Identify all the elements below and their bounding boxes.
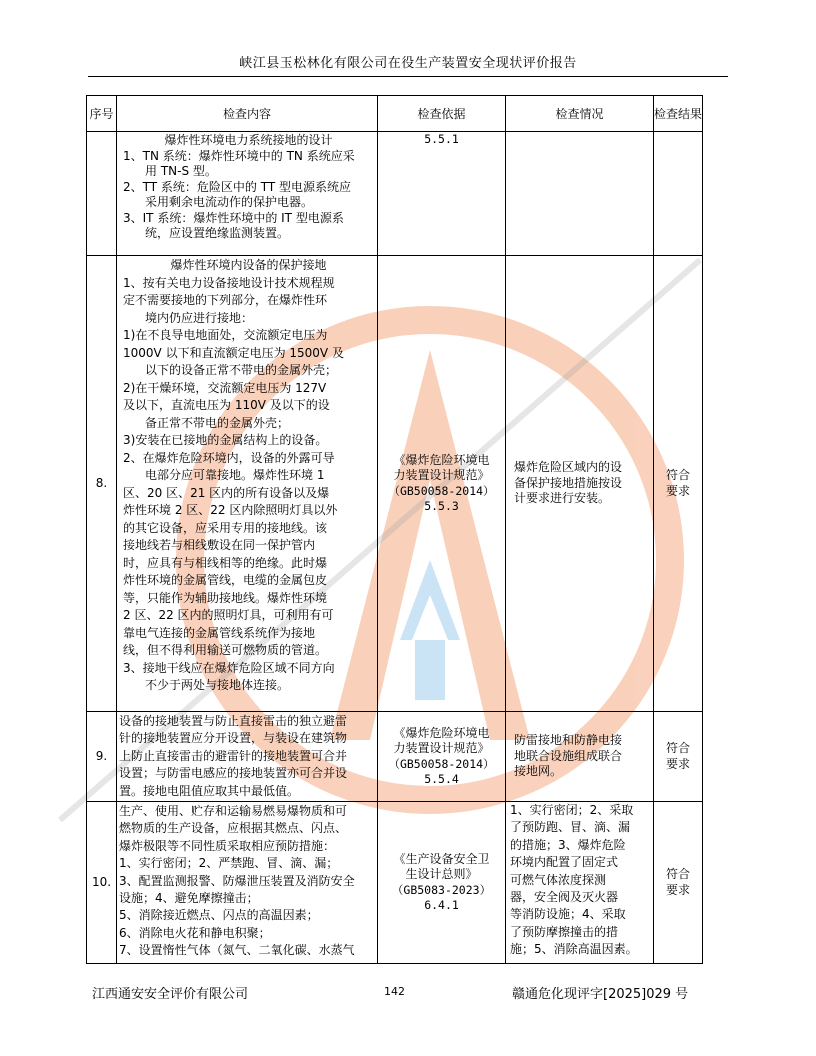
situation-line: 了预防摩擦撞击的措: [510, 924, 619, 939]
table-row: [87, 132, 703, 256]
content-line: 炸性环境的金属管线，电缆的金属包皮: [123, 573, 328, 587]
result-line: 符合: [665, 867, 690, 882]
content-line: 电部分应可靠接地。爆炸性环境 1: [145, 468, 325, 482]
situation-line: 防雷接地和防静电接: [514, 733, 623, 748]
content-line: 生产、使用、贮存和运输易燃易爆物质和可: [119, 804, 348, 819]
header-cell-number: 序号: [87, 96, 117, 132]
content-line: 1、按有关电力设备接地设计技术规程规: [123, 275, 335, 290]
situation-line: 的措施；3、爆炸危险: [510, 837, 626, 852]
result-line: 符合: [665, 741, 690, 756]
header-rule: [88, 76, 728, 77]
inspection-table: [86, 95, 703, 964]
content-line: 备正常不带电的金属外壳；: [145, 415, 290, 430]
content-line: 针的接地装置应分开设置，与装设在建筑物: [119, 731, 348, 746]
row-basis: [378, 712, 506, 802]
basis-line: （GB50058-2014）: [388, 756, 495, 771]
basis-line: 6.4.1: [424, 898, 459, 913]
content-line: 统，应设置绝缘监测装置。: [145, 226, 290, 240]
content-line: 时，应具有与相线相等的绝缘。此时爆: [123, 555, 328, 570]
content-line: 以下的设备正常不带电的金属外壳；: [145, 363, 338, 377]
table-row: [87, 256, 703, 712]
content-line: 3)安装在已接地的金属结构上的设备。: [123, 433, 328, 447]
content-line: 1、实行密闭；2、严禁跑、冒、滴、漏；: [119, 856, 339, 871]
content-line: 接地线若与相线敷设在同一保护管内: [123, 538, 316, 552]
basis-line: （GB5083-2023）: [391, 882, 492, 897]
row-content: [117, 256, 378, 712]
content-line: 1000V 以下和直流额定电压为 1500V 及: [123, 345, 344, 360]
content-line: 5、消除接近燃点、闪点的高温因素；: [119, 908, 319, 923]
header-cell-situation: 检查情况: [506, 96, 654, 132]
result-line: 符合: [665, 468, 690, 482]
content-line: 区、20 区、21 区内的所有设备以及爆: [123, 485, 330, 500]
row-situation: [506, 132, 654, 256]
row-result: [654, 132, 703, 256]
basis-line: 《爆炸危险环境电: [393, 452, 490, 467]
content-line: 线，但不得利用输送可燃物质的管道。: [123, 643, 328, 657]
row-result: [654, 256, 703, 712]
situation-line: 可燃气体浓度探测: [510, 872, 607, 887]
header-cell-content: 检查内容: [117, 96, 378, 132]
situation-line: 接地网。: [514, 764, 563, 779]
row-number: 9.: [87, 712, 117, 802]
footer-page-number: 142: [384, 985, 405, 998]
content-line: 1)在不良导电地面处，交流额定电压为: [123, 328, 328, 342]
content-line: 爆炸极限等不同性质采取相应预防措施：: [119, 838, 336, 853]
basis-line: 5.5.4: [424, 772, 459, 787]
content-line: 境内仍应进行接地：: [145, 310, 254, 325]
content-line: 设置；与防雷电感应的接地装置亦可合并设: [119, 766, 348, 781]
row-result: [654, 802, 703, 964]
content-line: 燃物质的生产设备，应根据其燃点、闪点、: [119, 821, 348, 836]
row-number: [87, 132, 117, 256]
header-cell-result: 检查结果: [654, 96, 703, 132]
content-line: 炸性环境 2 区、22 区内除照明灯具以外: [123, 503, 338, 517]
basis-line: （GB50058-2014）: [388, 483, 495, 498]
situation-line: 环境内配置了固定式: [510, 855, 619, 870]
content-line: 2 区、22 区内的照明灯具，可利用有可: [123, 608, 334, 622]
content-line: 定不需要接地的下列部分，在爆炸性环: [123, 293, 328, 307]
row-basis: [378, 802, 506, 964]
content-line: 置。接地电阻值应取其中最低值。: [119, 783, 300, 798]
content-line: 1、TN 系统：爆炸性环境中的 TN 系统应采: [123, 148, 355, 163]
content-line: 等，只能作为辅助接地线。爆炸性环境: [123, 590, 328, 605]
content-line: 不少于两处与接地体连接。: [145, 678, 290, 692]
content-line: 靠电气连接的金属管线系统作为接地: [123, 625, 316, 640]
footer-document-number: 赣通危化现评字[2025]029 号: [512, 987, 689, 1002]
table-header-row: [87, 96, 703, 132]
content-line: 2)在干燥环境，交流额定电压为 127V: [123, 380, 327, 395]
basis-line: 5.5.1: [424, 132, 459, 146]
situation-line: 爆炸危险区域内的设: [514, 460, 623, 475]
situation-line: 了预防跑、冒、滴、漏: [510, 820, 631, 835]
result-line: 要求: [665, 483, 690, 498]
basis-line: 5.5.3: [424, 499, 459, 513]
row-result: [654, 712, 703, 802]
page-header: 峡江县玉松林化有限公司在役生产装置安全现状评价报告: [239, 56, 577, 71]
situation-line: 等消防设施；4、采取: [510, 907, 626, 922]
basis-line: 生设计总则》: [405, 867, 478, 882]
content-line: 6、消除电火花和静电积聚；: [119, 925, 271, 940]
table-row: [87, 802, 703, 964]
situation-line: 器，安全阀及灭火器: [510, 890, 619, 905]
content-line: 设备的接地装置与防止直接雷击的独立避雷: [119, 714, 348, 728]
content-line: 3、配置监测报警、防爆泄压装置及消防安全: [119, 873, 355, 888]
row-content: [117, 802, 378, 964]
basis-line: 《生产设备安全卫: [393, 851, 490, 866]
situation-line: 1、实行密闭；2、采取: [510, 803, 634, 818]
row-number: 10.: [87, 802, 117, 964]
result-line: 要求: [665, 882, 690, 897]
result-line: 要求: [665, 756, 690, 771]
footer-company: 江西通安安全评价有限公司: [92, 987, 249, 1002]
content-line: 上防止直接雷击的避雷针的接地装置可合并: [119, 748, 348, 763]
content-line: 爆炸性环境电力系统接地的设计: [164, 133, 333, 147]
content-line: 爆炸性环境内设备的保护接地: [170, 258, 327, 272]
row-situation: [506, 256, 654, 712]
row-number: 8.: [87, 256, 117, 712]
basis-line: 《爆炸危险环境电: [393, 725, 490, 740]
row-content: [117, 132, 378, 256]
content-line: 3、IT 系统：爆炸性环境中的 IT 型电源系: [123, 210, 344, 225]
basis-line: 力装置设计规范》: [393, 741, 490, 756]
content-line: 及以下，直流电压为 110V 及以下的设: [123, 398, 330, 412]
content-line: 的其它设备，应采用专用的接地线。该: [123, 520, 328, 535]
row-basis: [378, 256, 506, 712]
situation-line: 备保护接地措施按设: [514, 475, 623, 490]
content-line: 7、设置惰性气体（氮气、二氧化碳、水蒸气: [119, 943, 355, 958]
content-line: 设施；4、避免摩擦撞击；: [119, 891, 259, 906]
situation-line: 计要求进行安装。: [514, 491, 611, 506]
content-line: 用 TN-S 型。: [145, 164, 217, 178]
content-line: 2、TT 系统：危险区中的 TT 型电源系统应: [123, 179, 351, 194]
row-situation: [506, 712, 654, 802]
situation-line: 地联合设施组成联合: [514, 748, 623, 763]
content-line: 3、接地干线应在爆炸危险区域不同方向: [123, 660, 335, 675]
content-line: 采用剩余电流动作的保护电器。: [145, 195, 314, 209]
situation-line: 施；5、消除高温因素。: [510, 942, 638, 957]
row-situation: [506, 802, 654, 964]
header-cell-basis: 检查依据: [378, 96, 506, 132]
row-basis: [378, 132, 506, 256]
basis-line: 力装置设计规范》: [393, 468, 490, 482]
table-row: [87, 712, 703, 802]
row-content: [117, 712, 378, 802]
content-line: 2、在爆炸危险环境内，设备的外露可导: [123, 450, 335, 465]
